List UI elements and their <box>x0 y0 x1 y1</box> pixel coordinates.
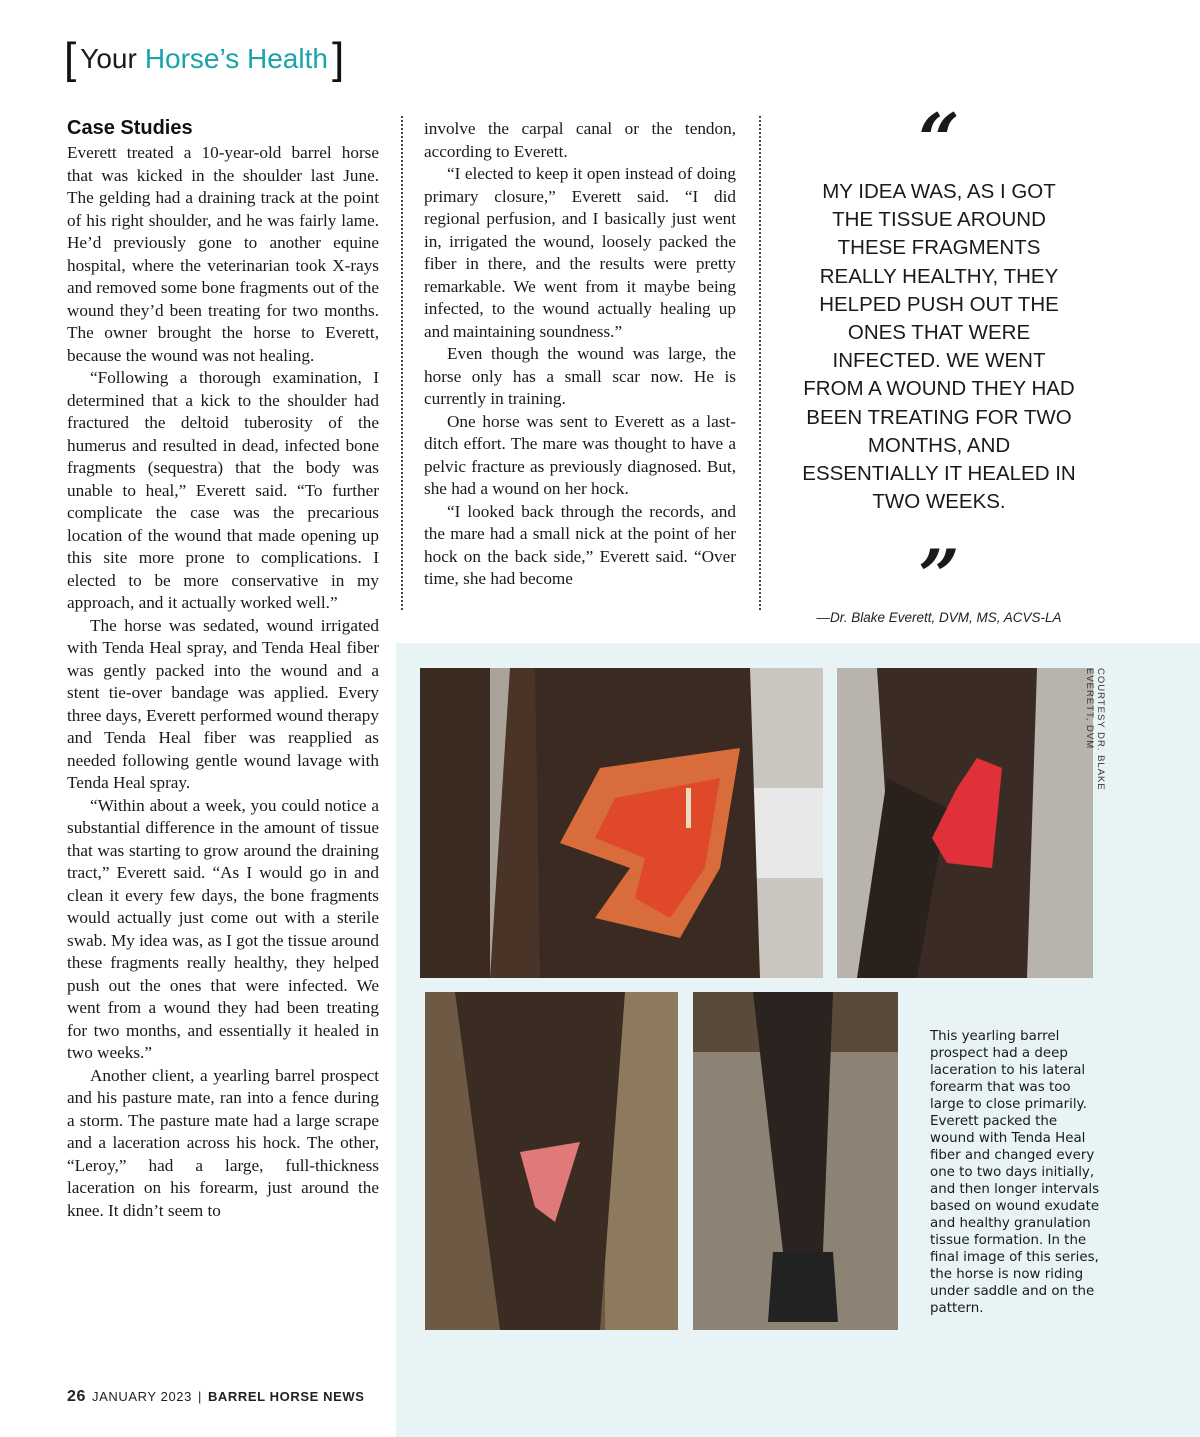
article-column-1 <box>67 116 379 1222</box>
paragraph: involve the carpal canal or the tendon, according to Everett. <box>424 119 736 161</box>
paragraph: Another client, a yearling barrel prospect and his pasture mate, ran into a fence during a storm. The pasture mate had a large scrape and a laceration across his hock. The other, “Leroy,” had a large, full-thickness laceration on his forearm, just around the knee. It didn’t seem to <box>67 1065 379 1220</box>
publication-name: BARREL HORSE NEWS <box>207 1389 365 1404</box>
column-divider <box>759 116 761 610</box>
page-number: 26 <box>67 1388 86 1405</box>
paragraph: Everett treated a 10-year-old barrel horse that was kicked in the shoulder last June. The gelding had a draining track at the point of his right shoulder, and he was fairly lame. He’d previously gone to another equine hospital, where the veterinarian took X-rays and removed some bone fragments out of the wound they’d been treating for two months. The owner brought the horse to Everett, because the wound was not healing. <box>67 143 379 365</box>
paragraph: Even though the wound was large, the horse only has a small scar now. He is currently in training. <box>424 344 736 408</box>
issue-date: JANUARY 2023 <box>92 1389 192 1404</box>
paragraph: “I elected to keep it open instead of doing primary closure,” Everett said. “I did regional perfusion, and I basically just went in, irrigated the wound, loosely packed the fiber in there, and the results were pretty remarkable. We went from it maybe being infected, to the wound actually healing up and maintaining soundness.” <box>424 164 736 341</box>
article-column-2 <box>424 118 736 591</box>
subhead: Case Studies <box>67 117 193 139</box>
wound-photo-3 <box>425 992 678 1330</box>
paragraph: “Following a thorough examination, I determined that a kick to the shoulder had fractured the deltoid tuberosity of the humerus and resulted in dead, infected bone fragments (sequestra) that the body was unable to heal,” Everett said. “To further complicate the case was the precarious location of the wound that made opening up this site more prone to complications. I elected to be more conservative in my approach, and it actually worked well.” <box>67 368 379 612</box>
close-quote-mark: ” <box>918 533 960 619</box>
photo-caption: This yearling barrel prospect had a deep laceration to his lateral forearm that was too large to close primarily. Everett packed the wound with Tenda Heal fiber and changed every one to two days initially, and then longer intervals based on wound exudate and healthy granulation tissue formation. In the final image of this series, the horse is now riding under saddle and on the pattern. <box>930 1029 1100 1316</box>
pull-quote-attribution: —Dr. Blake Everett, DVM, MS, ACVS-LA <box>816 610 1062 626</box>
page-footer <box>67 1388 365 1406</box>
paragraph: “I looked back through the records, and the mare had a small nick at the point of her hock on the back side,” Everett said. “Over time, she had become <box>424 501 736 588</box>
footer-separator: | <box>197 1389 202 1404</box>
open-quote-mark: “ <box>918 97 960 182</box>
section-header <box>64 36 344 82</box>
wound-photo-1 <box>420 668 823 978</box>
photo-credit: COURTESY DR. BLAKE EVERETT, DVM <box>1084 668 1106 791</box>
paragraph: One horse was sent to Everett as a last-ditch effort. The mare was thought to have a pelvic fracture as previously diagnosed. But, she had a wound on her hock. <box>424 411 736 498</box>
pull-quote-text: MY IDEA WAS, AS I GOT THE TISSUE AROUND THESE FRAGMENTS REALLY HEALTHY, THEY HELPED PUSH OUT THE ONES THAT WERE INFECTED. WE WENT FROM A WOUND THEY HAD BEEN TREATING FOR TWO MONTHS, AND ESSENTIALLY IT HEALED IN TWO WEEKS. <box>802 180 1076 514</box>
paragraph: The horse was sedated, wound irrigated with Tenda Heal spray, and Tenda Heal fiber was gently packed into the wound and a stent tie-over bandage was applied. Every three days, Everett performed wound therapy and Tenda Heal fiber was reapplied as needed following gentle wound lavage with Tenda Heal spray. <box>67 615 379 792</box>
section-name: Horse’s Health <box>144 43 328 74</box>
pull-quote <box>800 97 1078 626</box>
paragraph: “Within about a week, you could notice a substantial difference in the amount of tissue that was starting to grow around the draining tract,” Everett said. “As I would go in and clean it every few days, the bone fragments would actually just come out with a sterile swab. My idea was, as I got the tissue around these fragments really healthy, they helped push out the ones that were infected. We went from a wound they had been treating for two months, and essentially it healed in two weeks.” <box>67 795 379 1062</box>
wound-photo-4 <box>693 992 898 1330</box>
wound-photo-2 <box>837 668 1093 978</box>
left-bracket: [ <box>64 34 77 83</box>
section-prefix: Your <box>80 43 137 74</box>
right-bracket: ] <box>331 34 345 83</box>
column-divider <box>401 116 403 610</box>
